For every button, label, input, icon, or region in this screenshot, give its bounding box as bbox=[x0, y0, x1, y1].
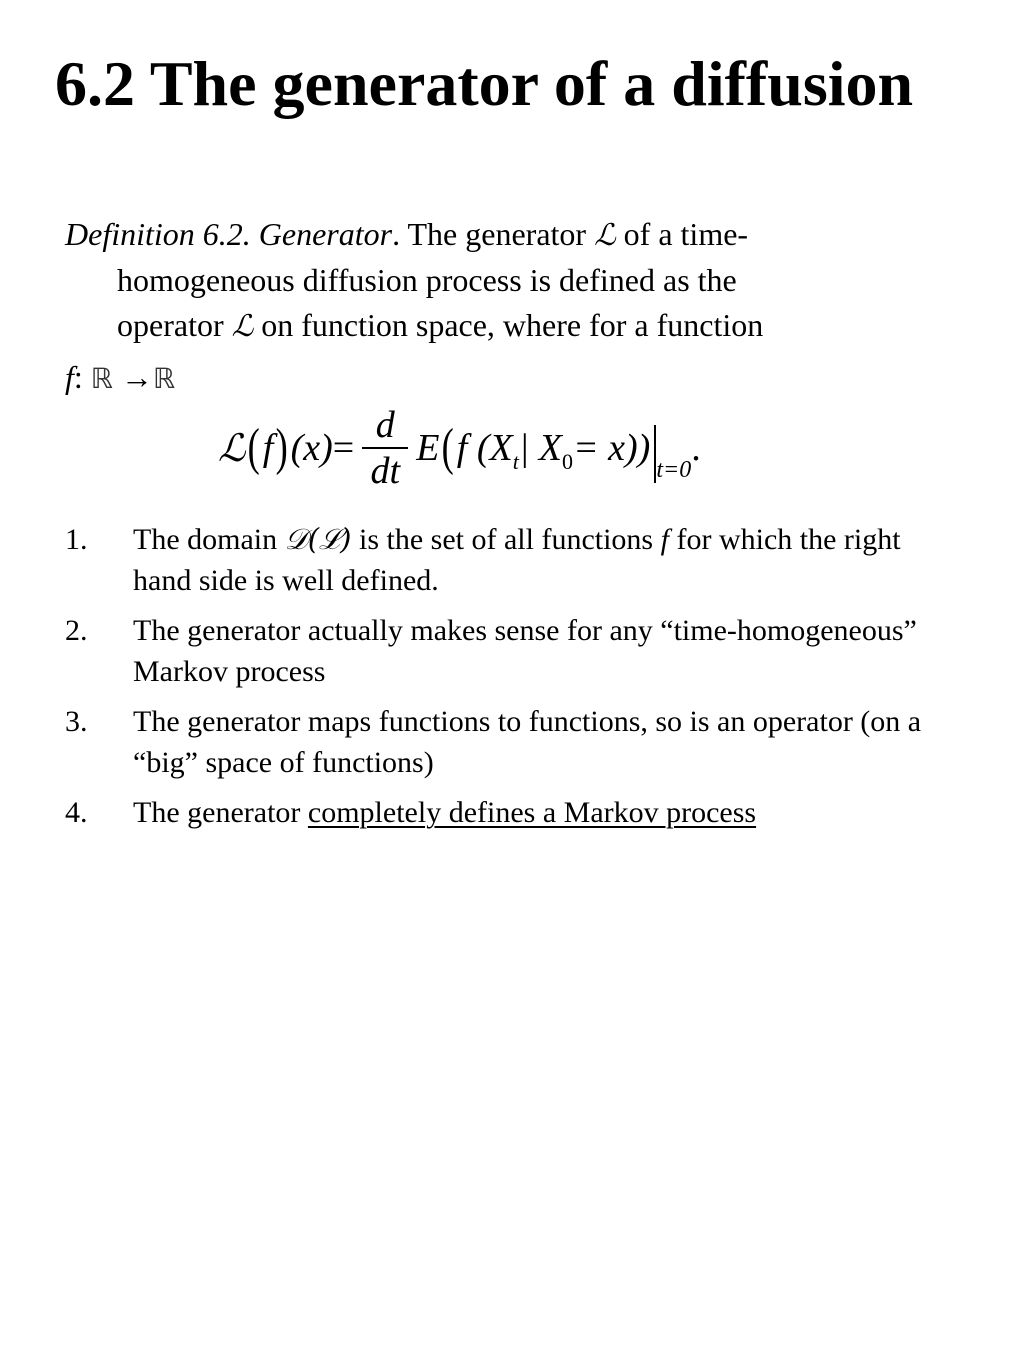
definition-label: Definition 6.2. Generator bbox=[65, 216, 393, 252]
generator-formula bbox=[218, 398, 701, 498]
derivative-fraction bbox=[362, 403, 408, 493]
formula-x-arg: (x) bbox=[290, 427, 333, 469]
list-item-number: 1. bbox=[65, 523, 88, 556]
definition-line3-a: operator bbox=[117, 307, 232, 343]
definition-line3-b: on function space, where for a function bbox=[253, 307, 764, 343]
definition-block bbox=[65, 212, 945, 401]
evaluation-subscript: t=0 bbox=[656, 456, 692, 483]
formula-inner-close: = x)) bbox=[573, 427, 651, 469]
function-signature bbox=[65, 355, 945, 401]
list-item bbox=[65, 701, 965, 783]
list-item-number: 2. bbox=[65, 614, 88, 647]
list-item-text bbox=[133, 519, 965, 601]
generator-symbol: ℒ bbox=[594, 218, 616, 253]
formula-equals: = bbox=[332, 427, 355, 469]
definition-line-1 bbox=[65, 212, 945, 258]
list-text-mid: is the set of all functions bbox=[351, 523, 661, 556]
definition-line-2: homogeneous diffusion process is defined as the bbox=[117, 262, 737, 298]
definition-text-a: . The generator bbox=[392, 216, 595, 252]
list-item bbox=[65, 519, 965, 601]
reals-symbol: ℝ bbox=[152, 362, 176, 395]
definition-text-b: of a time- bbox=[615, 216, 749, 252]
list-item-text bbox=[133, 792, 965, 833]
underlined-phrase: completely defines a Markov process bbox=[307, 796, 757, 829]
list-item-text: The generator actually makes sense for any “time-homogeneous” Markov process bbox=[133, 614, 917, 688]
list-text-pre: The generator bbox=[133, 796, 308, 829]
list-item bbox=[65, 792, 965, 833]
function-f: f bbox=[660, 523, 669, 556]
remarks-list bbox=[65, 519, 965, 842]
function-colon: : bbox=[73, 359, 91, 395]
formula-generator-symbol: ℒ bbox=[218, 426, 246, 470]
formula-lparen: ( bbox=[442, 419, 455, 476]
formula-lparen: ( bbox=[247, 419, 261, 476]
fraction-numerator: d bbox=[375, 404, 395, 446]
generator-symbol: ℒ bbox=[231, 309, 254, 344]
function-f: f bbox=[65, 359, 74, 395]
formula-f: f bbox=[262, 427, 274, 469]
fraction-denominator: dt bbox=[370, 450, 400, 492]
list-text-pre: The domain bbox=[133, 523, 285, 556]
arrow-symbol: → bbox=[112, 359, 153, 395]
formula-rparen: ) bbox=[275, 419, 288, 476]
formula-inner-open: f (X bbox=[456, 427, 513, 469]
list-text-post: for which the right hand side is well defined. bbox=[133, 523, 901, 597]
list-item-number: 3. bbox=[65, 705, 88, 738]
domain-symbol: 𝒟(ℒ) bbox=[284, 522, 352, 556]
slide-title: 6.2 The generator of a diffusion bbox=[55, 48, 914, 119]
formula-conditional-bar: | X bbox=[518, 427, 562, 469]
formula-expectation: E bbox=[416, 427, 440, 469]
reals-symbol: ℝ bbox=[90, 362, 113, 395]
list-item-text: The generator maps functions to functions, so is an operator (on a “big” space of functions) bbox=[133, 705, 922, 779]
formula-period: . bbox=[691, 427, 701, 469]
definition-line-3 bbox=[65, 303, 945, 349]
formula-t-subscript: t bbox=[512, 449, 519, 474]
list-item-number: 4. bbox=[65, 796, 88, 829]
list-item bbox=[65, 610, 965, 692]
formula-zero-subscript: 0 bbox=[562, 449, 573, 474]
